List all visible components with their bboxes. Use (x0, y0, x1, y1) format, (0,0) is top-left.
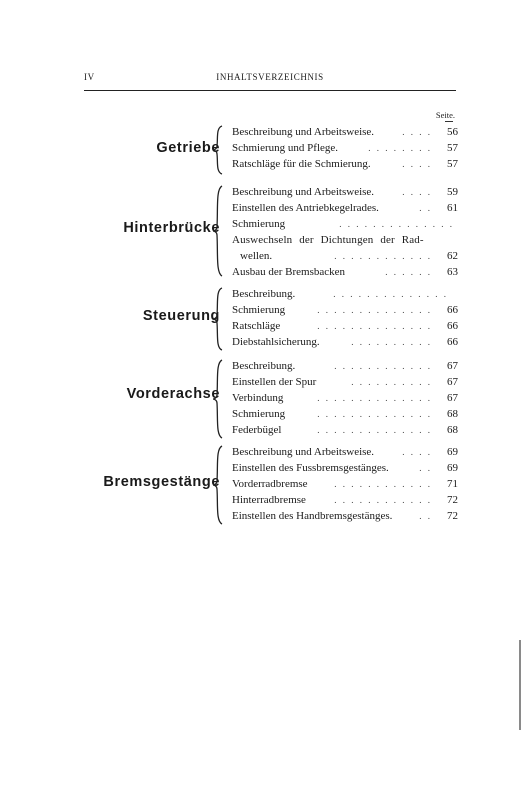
page-ref: 69 (447, 446, 458, 458)
toc-entry[interactable] (232, 406, 458, 422)
dot-leader: . . (419, 463, 432, 473)
entry-text: Einstellen des Handbremsgestänges. (232, 510, 393, 522)
brace-icon (212, 186, 226, 276)
entry-text: Federbügel (232, 424, 282, 436)
toc-entry[interactable] (232, 476, 458, 492)
brace-icon (212, 126, 226, 174)
dot-leader: . . . . (402, 187, 432, 197)
brace-icon (212, 288, 226, 350)
entry-text: Hinterradbremse (232, 494, 306, 506)
brace-icon (212, 446, 226, 524)
dot-leader: . . . . . . . . . . (351, 377, 432, 387)
toc-entry[interactable] (232, 374, 458, 390)
toc-entry[interactable] (232, 286, 458, 302)
header-rule (84, 90, 456, 91)
section-title: Bremsgestänge (103, 474, 220, 490)
toc-entry[interactable] (232, 444, 458, 460)
dot-leader: . . . . . . . . . . . . (334, 495, 432, 505)
dot-leader: . . . . . . . . . . . . . . (317, 321, 432, 331)
dot-leader: . . . . . . . . . . . . . . (333, 289, 448, 299)
page-ref: 66 (447, 304, 458, 316)
dot-leader: . . . . . . . . . . (351, 337, 432, 347)
toc-entry-continuation[interactable] (240, 248, 458, 264)
running-title: INHALTSVERZEICHNIS (216, 72, 324, 82)
section-title: Getriebe (156, 140, 220, 156)
toc-entry[interactable] (232, 184, 458, 200)
dot-leader: . . (419, 511, 432, 521)
page-ref: 67 (447, 376, 458, 388)
toc-entry[interactable] (232, 358, 458, 374)
toc-entry[interactable] (232, 302, 458, 318)
toc-entry[interactable] (232, 124, 458, 140)
toc-entry[interactable] (232, 492, 458, 508)
page-ref: 68 (447, 424, 458, 436)
page-ref: 68 (447, 408, 458, 420)
section-title: Vorderachse (126, 386, 220, 402)
dot-leader: . . . . . . . . . . . . (334, 479, 432, 489)
entry-text: wellen. (240, 250, 273, 262)
section-title: Hinterbrücke (123, 220, 220, 236)
toc-entry[interactable] (232, 200, 458, 216)
toc-entry[interactable] (232, 216, 458, 232)
entry-text: Verbindung (232, 392, 284, 404)
dot-leader: . . . . . . . . . . . . (334, 251, 432, 261)
dot-leader: . . . . (402, 159, 432, 169)
entry-text: Ratschläge für die Schmierung. (232, 158, 371, 170)
dot-leader: . . (419, 203, 432, 213)
toc-entry[interactable] (232, 508, 458, 524)
entry-text: Vorderradbremse (232, 478, 308, 490)
toc-entry[interactable] (232, 156, 458, 172)
page-ref: 66 (447, 336, 458, 348)
entry-text: Schmierung (232, 218, 286, 230)
page-ref: 56 (447, 126, 458, 138)
page-ref: 57 (447, 158, 458, 170)
page-column-label: Seite. (435, 110, 455, 120)
dot-leader: . . . . . . . . . . . . . . (317, 393, 432, 403)
page-column-underline (445, 121, 453, 122)
running-head (84, 70, 456, 84)
entry-text: Einstellen der Spur (232, 376, 317, 388)
page-ref: 61 (447, 202, 458, 214)
page-ref: 66 (447, 320, 458, 332)
dot-leader: . . . . . . . . (368, 143, 432, 153)
dot-leader: . . . . . . . . . . . . (334, 361, 432, 371)
toc-entry[interactable] (232, 318, 458, 334)
page-ref: 62 (447, 250, 458, 262)
dot-leader: . . . . . . . . . . . . . . (339, 219, 454, 229)
dot-leader: . . . . . . . . . . . . . . (317, 425, 432, 435)
page-ref: 71 (447, 478, 458, 490)
page-ref: 63 (447, 266, 458, 278)
toc-entry[interactable] (232, 334, 458, 350)
entry-text: Beschreibung und Arbeitsweise. (232, 126, 375, 138)
dot-leader: . . . . . . . . . . . . . . (317, 409, 432, 419)
entry-text: Beschreibung und Arbeitsweise. (232, 186, 375, 198)
toc-entry[interactable] (232, 422, 458, 438)
entry-text: Einstellen des Antriebkegelrades. (232, 202, 379, 214)
toc-entry[interactable] (232, 232, 458, 248)
page-ref: 67 (447, 392, 458, 404)
toc-entry[interactable] (232, 264, 458, 280)
entry-text: Ratschläge (232, 320, 281, 332)
dot-leader: . . . . (402, 447, 432, 457)
entry-text: Schmierung und Pflege. (232, 142, 339, 154)
toc-entry[interactable] (232, 460, 458, 476)
entry-text: Einstellen des Fussbremsgestänges. (232, 462, 389, 474)
entry-text: Beschreibung und Arbeitsweise. (232, 446, 375, 458)
brace-icon (212, 360, 226, 438)
section-title: Steuerung (142, 308, 220, 324)
entry-text: Beschreibung. (232, 360, 296, 372)
toc-entry[interactable] (232, 140, 458, 156)
dot-leader: . . . . . . . . . . . . . . (317, 305, 432, 315)
page-ref: 72 (447, 494, 458, 506)
entry-text: Beschreibung. (232, 288, 296, 300)
page-ref: 69 (447, 462, 458, 474)
page-ref: 72 (447, 510, 458, 522)
dot-leader: . . . . (402, 127, 432, 137)
toc-entry[interactable] (232, 390, 458, 406)
page-number: IV (84, 72, 95, 82)
entry-text: Diebstahlsicherung. (232, 336, 320, 348)
page-ref: 57 (447, 142, 458, 154)
entry-text: Schmierung (232, 408, 286, 420)
page-ref: 59 (447, 186, 458, 198)
entry-text: Auswechseln der Dichtungen der Rad- (232, 234, 424, 246)
dot-leader: . . . . . . (385, 267, 432, 277)
page-ref: 67 (447, 360, 458, 372)
entry-text: Schmierung (232, 304, 286, 316)
entry-text: Ausbau der Bremsbacken (232, 266, 346, 278)
